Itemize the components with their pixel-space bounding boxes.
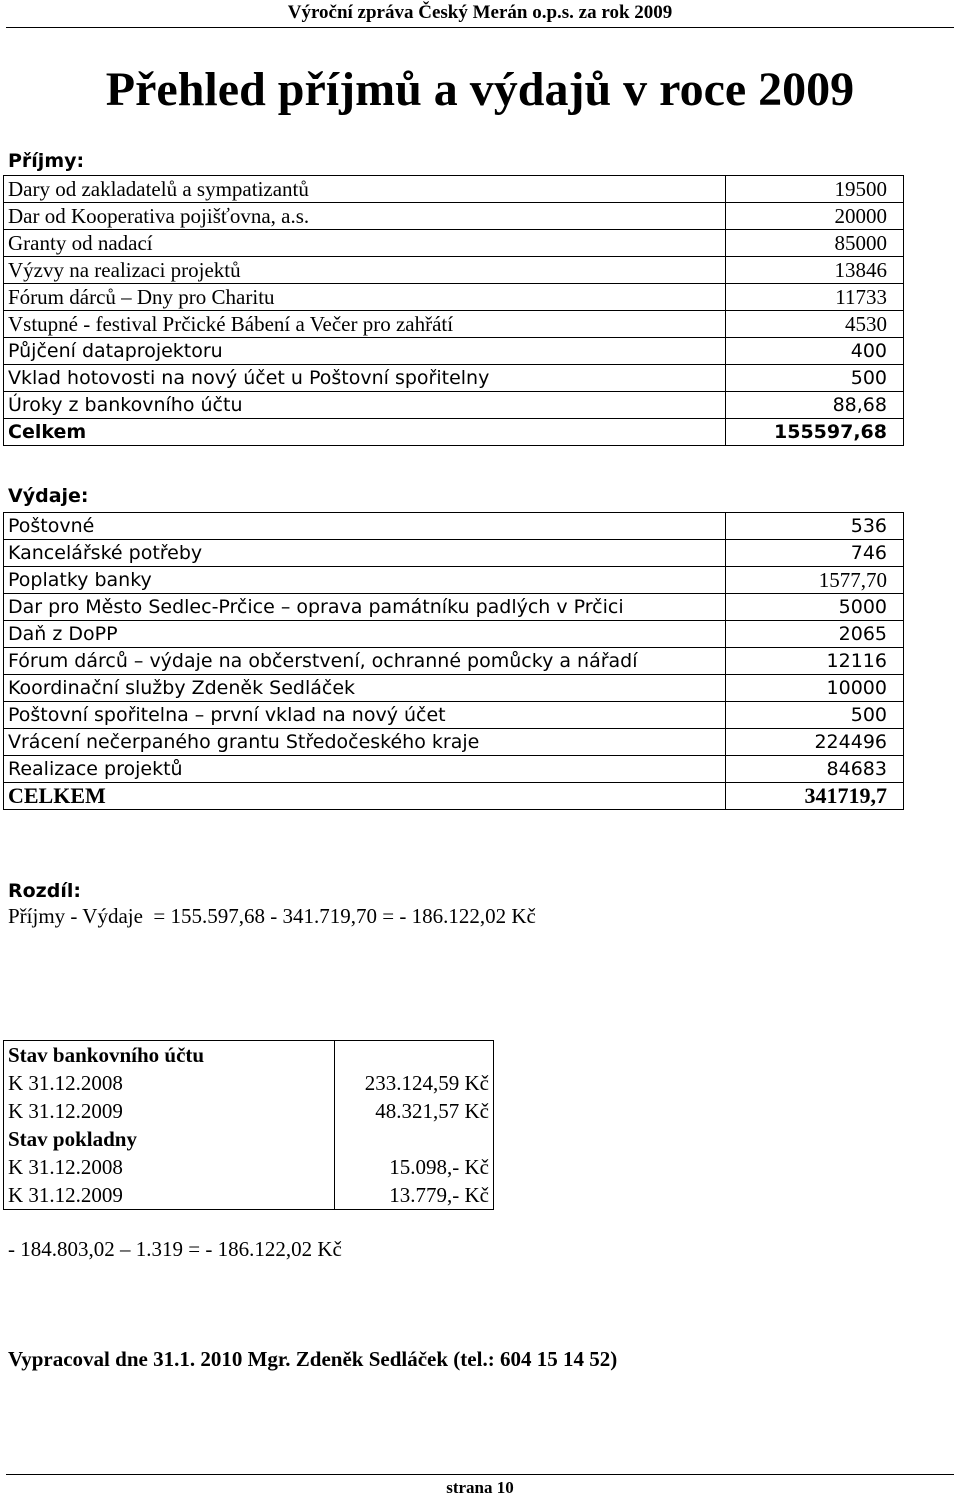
- table-row: [4, 702, 904, 729]
- table-row: [4, 230, 904, 257]
- bank-account-heading: Stav bankovního účtu: [4, 1041, 335, 1070]
- table-row: [4, 1153, 494, 1181]
- footer-rule: [6, 1474, 954, 1475]
- page-title: Přehled příjmů a výdajů v roce 2009: [105, 63, 855, 116]
- table-row: [4, 621, 904, 648]
- income-item-label: Granty od nadací: [4, 230, 726, 257]
- table-row: [4, 257, 904, 284]
- income-total-value: 155597,68: [726, 419, 904, 446]
- expense-item-value: 746: [726, 540, 904, 567]
- income-item-label: Úroky z bankovního účtu: [4, 392, 726, 419]
- table-row: [4, 365, 904, 392]
- table-row: [4, 567, 904, 594]
- balance-value: 233.124,59 Kč: [335, 1069, 494, 1097]
- expense-item-label: Dar pro Město Sedlec-Prčice – oprava památníku padlých v Prčici: [4, 594, 726, 621]
- balance-date: K 31.12.2009: [4, 1181, 335, 1210]
- expense-item-label: Fórum dárců – výdaje na občerstvení, ochranné pomůcky a nářadí: [4, 648, 726, 675]
- expense-item-value: 500: [726, 702, 904, 729]
- expense-item-value: 10000: [726, 675, 904, 702]
- income-total-row: [4, 419, 904, 446]
- table-row: [4, 1181, 494, 1210]
- prepared-by: Vypracoval dne 31.1. 2010 Mgr. Zdeněk Sedláček (tel.: 604 15 14 52): [8, 1347, 618, 1371]
- expense-item-label: Vrácení nečerpaného grantu Středočeského kraje: [4, 729, 726, 756]
- expense-item-label: Kancelářské potřeby: [4, 540, 726, 567]
- expenses-section-label: Výdaje:: [8, 485, 89, 507]
- expense-item-label: Realizace projektů: [4, 756, 726, 783]
- table-row: [4, 203, 904, 230]
- income-table: [3, 175, 904, 446]
- income-item-label: Fórum dárců – Dny pro Charitu: [4, 284, 726, 311]
- income-item-label: Výzvy na realizaci projektů: [4, 257, 726, 284]
- expense-item-value: 1577,70: [726, 567, 904, 594]
- income-item-value: 13846: [726, 257, 904, 284]
- income-item-value: 11733: [726, 284, 904, 311]
- expense-item-label: Koordinační služby Zdeněk Sedláček: [4, 675, 726, 702]
- table-row: [4, 176, 904, 203]
- balance-value: 15.098,- Kč: [335, 1153, 494, 1181]
- header-rule: [6, 27, 954, 28]
- balance-value: [335, 1041, 494, 1070]
- income-item-value: 88,68: [726, 392, 904, 419]
- running-header: Výroční zpráva Český Merán o.p.s. za rok 2009: [287, 2, 673, 23]
- expense-item-value: 84683: [726, 756, 904, 783]
- table-row: [4, 338, 904, 365]
- expense-item-label: Daň z DoPP: [4, 621, 726, 648]
- expense-item-value: 5000: [726, 594, 904, 621]
- balance-date: K 31.12.2008: [4, 1069, 335, 1097]
- income-item-label: Půjčení dataprojektoru: [4, 338, 726, 365]
- table-row: [4, 594, 904, 621]
- balance-table: [3, 1040, 494, 1210]
- expense-item-value: 536: [726, 513, 904, 540]
- income-item-label: Vstupné - festival Prčické Bábení a Večer pro zahřátí: [4, 311, 726, 338]
- expense-item-label: Poštovní spořitelna – první vklad na nový účet: [4, 702, 726, 729]
- income-item-value: 85000: [726, 230, 904, 257]
- income-item-value: 19500: [726, 176, 904, 203]
- income-item-value: 500: [726, 365, 904, 392]
- balance-calculation: - 184.803,02 – 1.319 = - 186.122,02 Kč: [8, 1237, 342, 1261]
- balance-value: 13.779,- Kč: [335, 1181, 494, 1210]
- table-row: [4, 540, 904, 567]
- table-row: [4, 1041, 494, 1070]
- expenses-table: [3, 512, 904, 810]
- balance-value: 48.321,57 Kč: [335, 1097, 494, 1125]
- income-item-value: 400: [726, 338, 904, 365]
- expenses-total-value: 341719,7: [726, 783, 904, 810]
- difference-calculation: Příjmy - Výdaje = 155.597,68 - 341.719,70 = - 186.122,02 Kč: [8, 904, 536, 928]
- table-row: [4, 675, 904, 702]
- income-item-label: Vklad hotovosti na nový účet u Poštovní spořitelny: [4, 365, 726, 392]
- expenses-total-label: CELKEM: [4, 783, 726, 810]
- table-row: [4, 513, 904, 540]
- expense-item-label: Poplatky banky: [4, 567, 726, 594]
- expense-item-value: 224496: [726, 729, 904, 756]
- balance-date: K 31.12.2009: [4, 1097, 335, 1125]
- table-row: [4, 1125, 494, 1153]
- income-section-label: Příjmy:: [8, 150, 85, 172]
- balance-date: K 31.12.2008: [4, 1153, 335, 1181]
- expenses-total-row: [4, 783, 904, 810]
- table-row: [4, 284, 904, 311]
- income-item-label: Dary od zakladatelů a sympatizantů: [4, 176, 726, 203]
- income-item-value: 20000: [726, 203, 904, 230]
- balance-value: [335, 1125, 494, 1153]
- table-row: [4, 1097, 494, 1125]
- table-row: [4, 648, 904, 675]
- difference-label: Rozdíl:: [8, 880, 81, 902]
- table-row: [4, 756, 904, 783]
- expense-item-value: 2065: [726, 621, 904, 648]
- page-number: strana 10: [446, 1478, 514, 1497]
- table-row: [4, 311, 904, 338]
- income-item-value: 4530: [726, 311, 904, 338]
- cash-register-heading: Stav pokladny: [4, 1125, 335, 1153]
- expense-item-label: Poštovné: [4, 513, 726, 540]
- expense-item-value: 12116: [726, 648, 904, 675]
- table-row: [4, 1069, 494, 1097]
- table-row: [4, 392, 904, 419]
- income-item-label: Dar od Kooperativa pojišťovna, a.s.: [4, 203, 726, 230]
- table-row: [4, 729, 904, 756]
- income-total-label: Celkem: [4, 419, 726, 446]
